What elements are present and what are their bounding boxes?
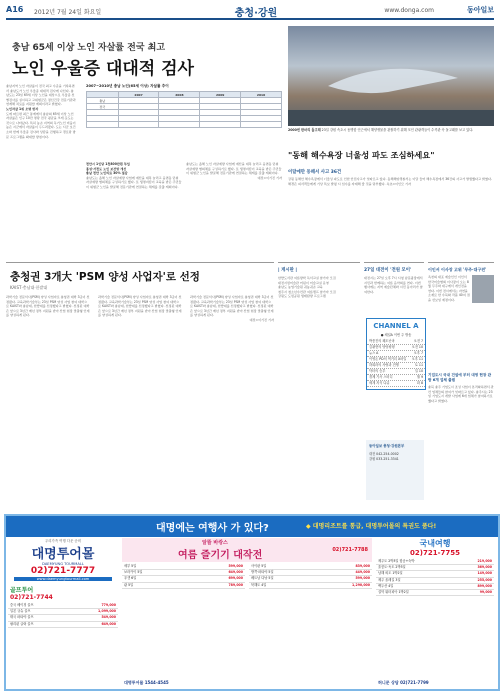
channel-row-time: 오후 7 — [413, 351, 423, 355]
event-body-text: 대전시는 27일 오후 7시 시청 남문광장에서 시민과 함께하는 여름 음악회를 연다. 이번 행사에는 지역 예술단체와 시민 동아리가 참여한다. — [364, 276, 423, 294]
column-body-text: 옥천의 대표 예술인인 이인서 한국미술협회 이사장이 오는 8월 무주와 대구에서 개인전을 연다. 이번 전시에서는 자연을 소재로 한 수묵화 작품 40여 점을 선보일 예정이다. — [428, 275, 470, 302]
bureau-line: 대전 042-254-0002 — [369, 452, 399, 456]
column-body — [428, 275, 470, 371]
bulletin-item: 청주시 청소년수련관 여름캠프 참가자 모집 — [278, 289, 336, 294]
channel-box — [366, 318, 426, 390]
package-row[interactable] — [122, 583, 245, 589]
ad-footer-left[interactable]: 대명투어몰 1544-4545 — [124, 680, 169, 685]
psm-body-text-1: 과학기술 전문석사(PSM) 양성 사업자로 충청권 대학 3곳이 선정됐다. 교육과학기술부는 23일 PSM 양성 사업 참여 대학으로 KAIST와 충남대, 한밭대를 선정했다고 밝혔다. 선정된 대학은 앞으로 3년간 매년 정부 지원을 받아 산업 현장 맞춤형 인재를 양성하게 된다. — [6, 295, 90, 318]
page-header — [6, 4, 494, 20]
psm-body-col3 — [190, 295, 274, 505]
domestic-name: 제주 올레길 3일 — [378, 577, 401, 582]
ad-domestic-column — [376, 538, 494, 688]
lead-article — [6, 24, 284, 256]
photo-caption — [288, 128, 494, 132]
golf-title: 골프투어 — [10, 587, 34, 594]
domestic-price: 99,000 — [479, 590, 492, 595]
channel-row-time: 일 10 — [414, 369, 423, 373]
ad-brand-en: DAEMYUNG TOURMALL — [42, 562, 84, 566]
article-subhead-3: 홍성·서천도 노인 보건망 개선 — [86, 166, 127, 171]
beach-body-text: 강원 동해안 해수욕장에서 너울성 파도로 인한 안전사고가 잇따르고 있다. 동해해양경찰서는 이달 들어 해수욕장에서 36건의 사고가 발생했다고 밝혔다. 해경은 피서객들에게 기상 특보 발령 시 입수를 자제해 줄 것을 당부했다. — [288, 177, 492, 186]
channel-row-name: 세계 지식 다큐 — [369, 381, 390, 385]
package-name: 베트남 다낭 5일 — [251, 576, 274, 581]
article-body-left — [6, 84, 76, 254]
article-subhead-2: 천안시 1인당 1천800만원 투입 — [86, 162, 130, 166]
channel-row-name: 박종진의 쾌도난마 — [369, 339, 395, 343]
stats-table-title: 2007~2010년 충남 노인(65세 이상) 자살률 추이 — [86, 84, 169, 88]
column-title: 이인서 이사장 고위 '무주·대구전' — [428, 267, 487, 272]
column-box2-title: 기업도시 국내 건설에 부터 대영 현장 관람 6개 업체 출범 — [428, 373, 492, 382]
domestic-price: 255,000 — [477, 577, 492, 582]
package-price: 839,000 — [355, 564, 370, 568]
article-kicker: 충남 65세 이상 노인 자살률 전국 최고 — [12, 43, 166, 53]
bulletin-title: | 게시판 | — [278, 268, 297, 273]
package-price: 649,000 — [228, 570, 243, 575]
ad-banner — [6, 516, 498, 537]
channel-row[interactable] — [367, 381, 425, 387]
article-body-right — [186, 162, 282, 256]
domestic-price: 369,000 — [477, 565, 492, 570]
photo-caption-text: 23일 강원 속초시 동명항 인근에서 해양생물을 관찰하기 위해 모인 관광객들이 수족관 속 돌고래를 보고 있다. — [321, 128, 474, 132]
package-price: 599,000 — [355, 576, 370, 581]
article-body-para3: 충남도는 올해 노인 자살예방 사업에 예산을 대폭 늘리고 읍면동 단위 자살예방 협의체를 구성하기로 했다. 또 생명지킴이 교육을 받은 주민들이 위험군 노인을 발굴해 전문기관에 연결하는 체계를 갖출 계획이다. — [86, 175, 182, 189]
domestic-price: 219,000 — [477, 559, 492, 563]
article-body-para2: 도에 따르면 최근 통계에서 충남의 65세 이상 노인 자살률은 인구 10만 명당 전국 평균을 크게 웃도는 것으로 나타났다. 특히 농촌 지역의 독거노인 비율이 높은 시군에서 자살률이 두드러졌다. 도는 시군 보건소와 함께 우울증 검사와 상담을 진행하고 경로당 방문 프로그램을 확대할 방침이다. — [6, 111, 76, 139]
package-name: 괌 5일 — [124, 582, 134, 587]
ad-brand-phone[interactable]: 02)721-7777 — [30, 566, 96, 576]
channel-row-name: 이영돈 PD의 먹거리 X파일 — [369, 357, 407, 361]
golf-row-price: 649,000 — [101, 621, 116, 626]
domestic-name: 백두산 4일 — [378, 583, 394, 588]
ad-brand-small: 우리가족 여행 다운 준비 — [45, 539, 81, 543]
bulletin-item: 충남도 농업기술원 귀농귀촌 교육 — [278, 285, 323, 290]
channel-row-name: 닥터의 승부 — [369, 369, 386, 373]
bulletin-box — [278, 262, 360, 509]
bureau-box — [366, 440, 424, 500]
season-box — [122, 538, 372, 562]
bulletin-list — [278, 276, 360, 512]
domestic-name: 설악 워터피아 1박2일 — [378, 590, 409, 595]
ad-footer-right[interactable]: 허니문 상담 02)721-7799 — [378, 680, 429, 685]
package-price: 789,000 — [228, 582, 243, 587]
bulletin-item: 대전시립미술관 어린이 미술교실 운영 — [278, 280, 329, 285]
right-column — [428, 262, 494, 509]
package-name: 푸켓 6일 — [124, 576, 137, 581]
golf-row-price: 779,000 — [101, 603, 116, 607]
bureau-title: 동아일보 충청·강원본부 — [369, 444, 405, 448]
domestic-price: 899,000 — [477, 583, 492, 588]
channel-row-name: 뉴스 A — [369, 351, 379, 355]
golf-row-price: 549,000 — [101, 615, 116, 620]
travel-advertisement — [4, 514, 500, 691]
beach-article — [288, 146, 494, 258]
beach-body — [288, 177, 494, 247]
package-name: 사이판 5일 — [251, 564, 267, 568]
golf-phone[interactable]: 02)721-7744 — [10, 594, 53, 601]
column-portrait — [472, 275, 494, 303]
channel-row-name: 하희라의 사랑과 전쟁 — [369, 363, 399, 367]
article-headline: 노인 우울증 대대적 검사 — [12, 59, 194, 79]
issue-date: 2012년 7월 24일 화요일 — [34, 9, 102, 16]
golf-row-price: 1,099,000 — [98, 609, 116, 614]
domestic-name: 제주도 2박3일 항공+숙박 — [378, 559, 415, 563]
golf-row[interactable] — [8, 622, 118, 628]
column-box2-body — [428, 385, 494, 505]
psm-headline: 충청권 3개大 'PSM 양성 사업자'로 선정 — [10, 271, 200, 283]
domestic-name: 남해 외도 1박2일 — [378, 571, 403, 576]
article-body-middle — [86, 162, 182, 256]
channel-row-time: 오전 10 — [411, 345, 423, 349]
article-subhead: 노인자살 1위 오명 벗자 — [6, 106, 39, 111]
channel-row-time: 토 11 — [414, 363, 423, 367]
ad-brand-column — [8, 538, 118, 688]
ad-banner-right: ◆ 대명리조트를 통급, 대명투어몰의 특권도 품다! — [306, 523, 437, 530]
page-number: A16 — [6, 5, 24, 14]
package-price: 599,000 — [228, 564, 243, 568]
psm-body-col2 — [98, 295, 182, 505]
photo-caption-title: 2000번 한마리 돌고래 — [288, 128, 321, 132]
season-phone[interactable]: 02)721-7788 — [332, 547, 368, 553]
channel-row-time: 월 9 — [416, 375, 423, 379]
channel-row-name: 김광현의 탕탕평평 — [369, 345, 395, 349]
domestic-phone[interactable]: 02)721-7755 — [410, 549, 460, 557]
stats-table-box — [86, 84, 282, 158]
article-body-para1: 충남지역 노인 자살률이 전국 최고 수준을 기록하면서 충남도가 노인 우울증 대대적 검사에 나선다. 충남도는 23일 65세 이상 노인을 대상으로 우울증 선별검사를 실시하고 고위험군은 정신건강 전문기관과 연계해 치료를 지원할 계획이라고 밝혔다. — [6, 84, 76, 107]
channel-subtitle: ● 채널A 이번 주 방송 — [380, 333, 412, 337]
package-name: 세부 5일 — [124, 564, 137, 568]
package-price: 699,000 — [228, 576, 243, 581]
article-body-para3b: 충남도는 올해 노인 자살예방 사업에 예산을 대폭 늘리고 읍면동 단위 자살예방 협의체를 구성하기로 했다. 또 생명지킴이 교육을 받은 주민들이 위험군 노인을 발굴해 전문기관에 연결하는 체계를 갖출 계획이다. — [186, 162, 282, 176]
channel-row-time: 화 8 — [416, 381, 423, 385]
beach-byline: 속초=이인모 기자 — [386, 181, 411, 186]
article-byline: 대전=이기진 기자 — [257, 175, 282, 180]
package-price: 1,290,000 — [352, 582, 370, 587]
column-box2-text: 충북 충주 기업도시 조성 사업이 본격화하면서 관련 업체들의 참여가 잇따르고 있다. 충주시는 23일 기업도시 개발 사업에 6개 업체가 참여하기로 했다고 밝혔다. — [428, 385, 494, 403]
package-name: 북해도 4일 — [251, 582, 267, 587]
website-link[interactable]: www.donga.com — [384, 7, 434, 14]
psm-article — [6, 262, 274, 509]
domestic-price: 149,000 — [477, 571, 492, 576]
psm-body-text-2: 과학기술 전문석사(PSM) 양성 사업자로 충청권 대학 3곳이 선정됐다. 교육과학기술부는 23일 PSM 양성 사업 참여 대학으로 KAIST와 충남대, 한밭대를 선정했다고 밝혔다. 선정된 대학은 앞으로 3년간 매년 정부 지원을 받아 산업 현장 맞춤형 인재를 양성하게 된다. — [98, 295, 182, 318]
psm-sub: KAIST·충남대·한밭대 — [10, 285, 48, 290]
package-name: 보라카이 5일 — [124, 570, 143, 575]
season-sub: 알뜰 바캉스 — [202, 540, 228, 546]
season-title: 여름 즐기기 대작전 — [178, 550, 263, 561]
channel-row-time: 오후 11 — [411, 357, 423, 361]
channel-row-name: 경제 기사 스터디 — [369, 375, 393, 379]
ad-brand-name: 대명투어몰 — [31, 547, 95, 562]
domestic-row[interactable] — [376, 590, 494, 596]
bureau-line: 강원 033-251-3341 — [369, 457, 399, 461]
bulletin-item: 한밭도서관 여름방학 독서교실 참가자 모집 — [278, 276, 336, 280]
golf-row-name: 태국 파타야 골프 — [10, 615, 34, 620]
psm-body-col1 — [6, 295, 90, 505]
dolphin-illustration — [288, 26, 494, 126]
golf-row-name: 중국 베이징 골프 — [10, 603, 34, 607]
beach-headline: "동해 해수욕장 너울성 파도 조심하세요" — [288, 150, 435, 160]
package-name: 방콕·파타야 5일 — [251, 570, 274, 575]
psm-body-text-3: 과학기술 전문석사(PSM) 양성 사업자로 충청권 대학 3곳이 선정됐다. 교육과학기술부는 23일 PSM 양성 사업 참여 대학으로 KAIST와 충남대, 한밭대를 선정했다고 밝혔다. 선정된 대학은 앞으로 3년간 매년 정부 지원을 받아 산업 현장 맞춤형 인재를 양성하게 된다. — [190, 295, 274, 318]
channel-logo: CHANNEL A — [373, 322, 419, 330]
domestic-title: 국내여행 — [419, 539, 451, 548]
article-subhead-4: 충남 천안 노인의료 30% 절감 — [86, 171, 128, 176]
dolphin-photo — [288, 26, 494, 126]
psm-byline: 대전=이기진 기자 — [249, 317, 274, 322]
event-title: 27일 대전이 '전원 모이' — [364, 268, 412, 273]
stats-table: 2007 2008 2009 2010 충남 전국 — [86, 91, 282, 128]
golf-row-name: 일본 규슈 골프 — [10, 609, 31, 614]
package-row[interactable] — [249, 583, 372, 589]
section-title: 충청·강원 — [234, 8, 278, 19]
bulletin-item: 강원도 도립공원 생태탐방 프로그램 — [278, 294, 326, 299]
ad-banner-left: 대명에는 여행사 가 있다? — [156, 523, 269, 534]
beach-subhead: 이달에만 동해서 사고 36건 — [288, 170, 342, 175]
newspaper-logo: 동아일보 — [466, 6, 494, 14]
golf-row-name: 필리핀 클락 골프 — [10, 621, 34, 626]
ad-center-column — [122, 538, 372, 688]
package-price: 449,000 — [355, 570, 370, 575]
channel-row-time: 오전 7 — [413, 339, 423, 343]
domestic-name: 울릉도·독도 2박3일 — [378, 565, 406, 570]
ad-brand-url[interactable]: www.daemyungtourmall.com — [14, 577, 112, 581]
